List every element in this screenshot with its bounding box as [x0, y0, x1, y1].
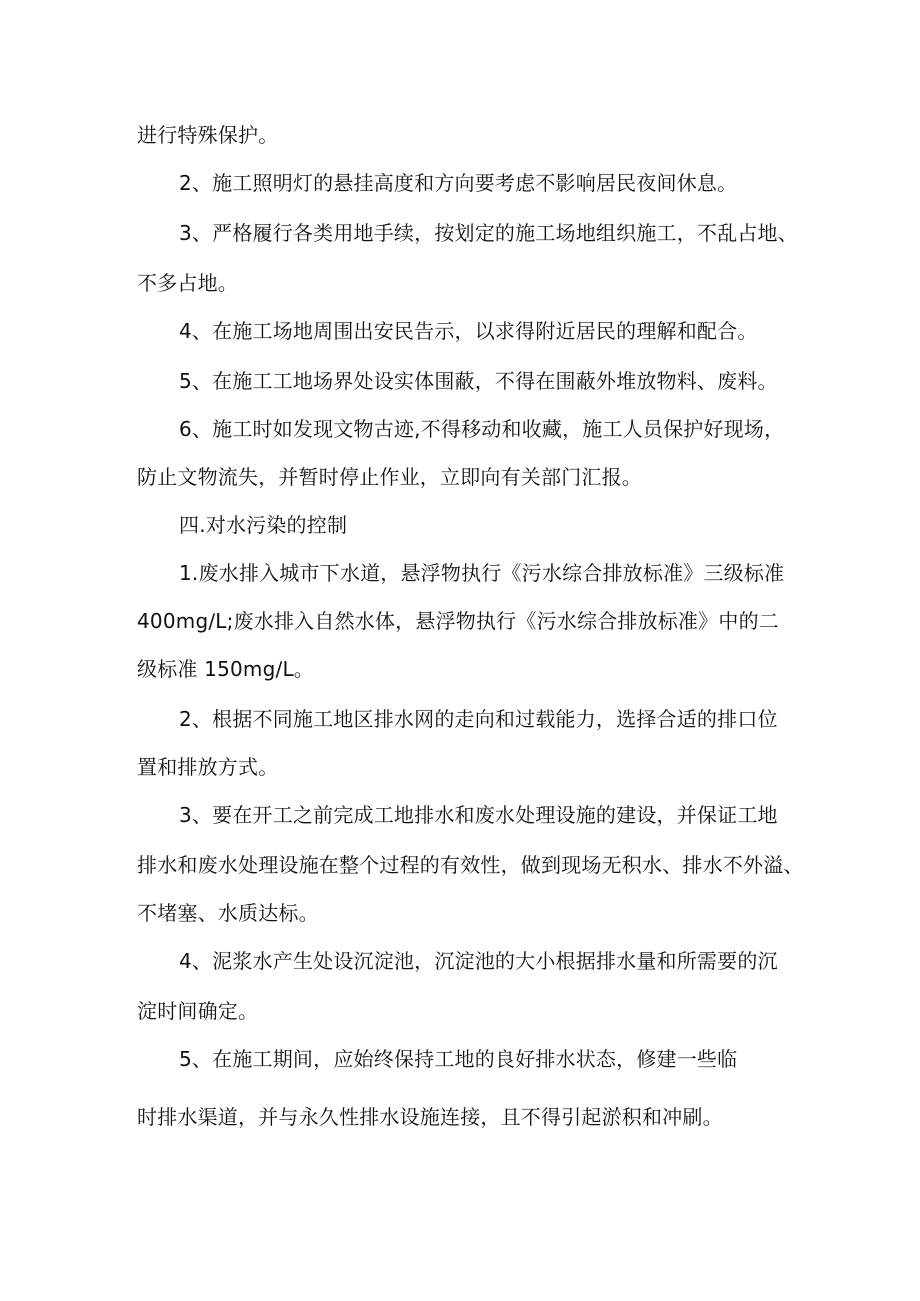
text-line: 1.废水排入城市下水道，悬浮物执行《污水综合排放标准》三级标准: [179, 561, 785, 585]
text-line: 淀时间确定。: [137, 999, 259, 1023]
text-line: 2、根据不同施工地区排水网的走向和过载能力，选择合适的排口位: [179, 707, 778, 731]
text-line: 3、严格履行各类用地手续，按划定的施工场地组织施工，不乱占地、: [179, 221, 798, 245]
text-line: 不多占地。: [137, 271, 238, 295]
text-line: 级标准 150mg∕L。: [137, 657, 314, 681]
section-heading: 四.对水污染的控制: [179, 513, 348, 537]
text-line: 排水和废水处理设施在整个过程的有效性，做到现场无积水、排水不外溢、: [137, 853, 804, 877]
text-line: 进行特殊保护。: [137, 123, 279, 147]
text-line: 时排水渠道，并与永久性排水设施连接，且不得引起淤积和冲刷。: [137, 1105, 723, 1129]
text-line: 400mg∕L;废水排入自然水体，悬浮物执行《污水综合排放标准》中的二: [137, 609, 779, 633]
text-line: 4、在施工场地周围出安民告示，以求得附近居民的理解和配合。: [179, 319, 758, 343]
text-line: 防止文物流失，并暂时停止作业，立即向有关部门汇报。: [137, 465, 642, 489]
text-line: 置和排放方式。: [137, 755, 279, 779]
text-line: 2、施工照明灯的悬挂高度和方向要考虑不影响居民夜间休息。: [179, 171, 738, 195]
text-line: 5、在施工期间，应始终保持工地的良好排水状态，修建一些临: [179, 1047, 738, 1071]
text-line: 6、施工时如发现文物古迹,不得移动和收藏，施工人员保护好现场，: [179, 417, 785, 441]
text-line: 5、在施工工地场界处设实体围蔽，不得在围蔽外堆放物料、废料。: [179, 369, 778, 393]
text-line: 3、要在开工之前完成工地排水和废水处理设施的建设，并保证工地: [179, 803, 778, 827]
text-line: 不堵塞、水质达标。: [137, 901, 319, 925]
text-line: 4、泥浆水产生处设沉淀池，沉淀池的大小根据排水量和所需要的沉: [179, 949, 778, 973]
